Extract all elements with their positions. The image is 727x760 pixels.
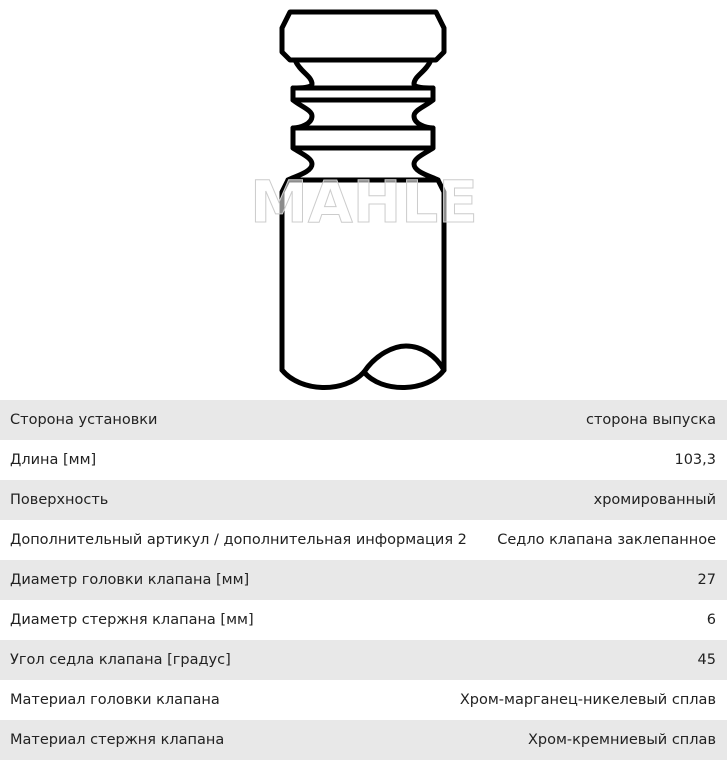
spec-value: Хром-марганец-никелевый сплав bbox=[459, 692, 716, 708]
spec-row bbox=[0, 440, 727, 480]
spec-label: Диаметр стержня клапана [мм] bbox=[10, 612, 254, 628]
spec-row bbox=[0, 640, 727, 680]
spec-label: Длина [мм] bbox=[10, 452, 97, 468]
spec-row bbox=[0, 560, 727, 600]
spec-label: Диаметр головки клапана [мм] bbox=[10, 572, 250, 588]
spec-label: Материал головки клапана bbox=[10, 692, 220, 708]
spec-value: 103,3 bbox=[674, 452, 716, 468]
spec-label: Дополнительный артикул / дополнительная информация 2 bbox=[10, 532, 467, 548]
spec-table bbox=[0, 400, 727, 760]
spec-row bbox=[0, 720, 727, 760]
spec-row bbox=[0, 480, 727, 520]
spec-row bbox=[0, 600, 727, 640]
spec-value: 45 bbox=[697, 652, 716, 668]
spec-value: сторона выпуска bbox=[585, 412, 716, 428]
spec-label: Поверхность bbox=[10, 492, 109, 508]
spec-value: Хром-кремниевый сплав bbox=[527, 732, 716, 748]
spec-row bbox=[0, 680, 727, 720]
watermark-text: MAHLE bbox=[250, 168, 478, 236]
spec-label: Сторона установки bbox=[10, 412, 158, 428]
spec-row bbox=[0, 400, 727, 440]
spec-value: 6 bbox=[706, 612, 716, 628]
spec-label: Угол седла клапана [градус] bbox=[10, 652, 231, 668]
spec-row bbox=[0, 520, 727, 560]
spec-label: Материал стержня клапана bbox=[10, 732, 225, 748]
spec-value: Седло клапана заклепанное bbox=[497, 532, 716, 548]
spec-value: 27 bbox=[697, 572, 716, 588]
spec-value: хромированный bbox=[593, 492, 716, 508]
